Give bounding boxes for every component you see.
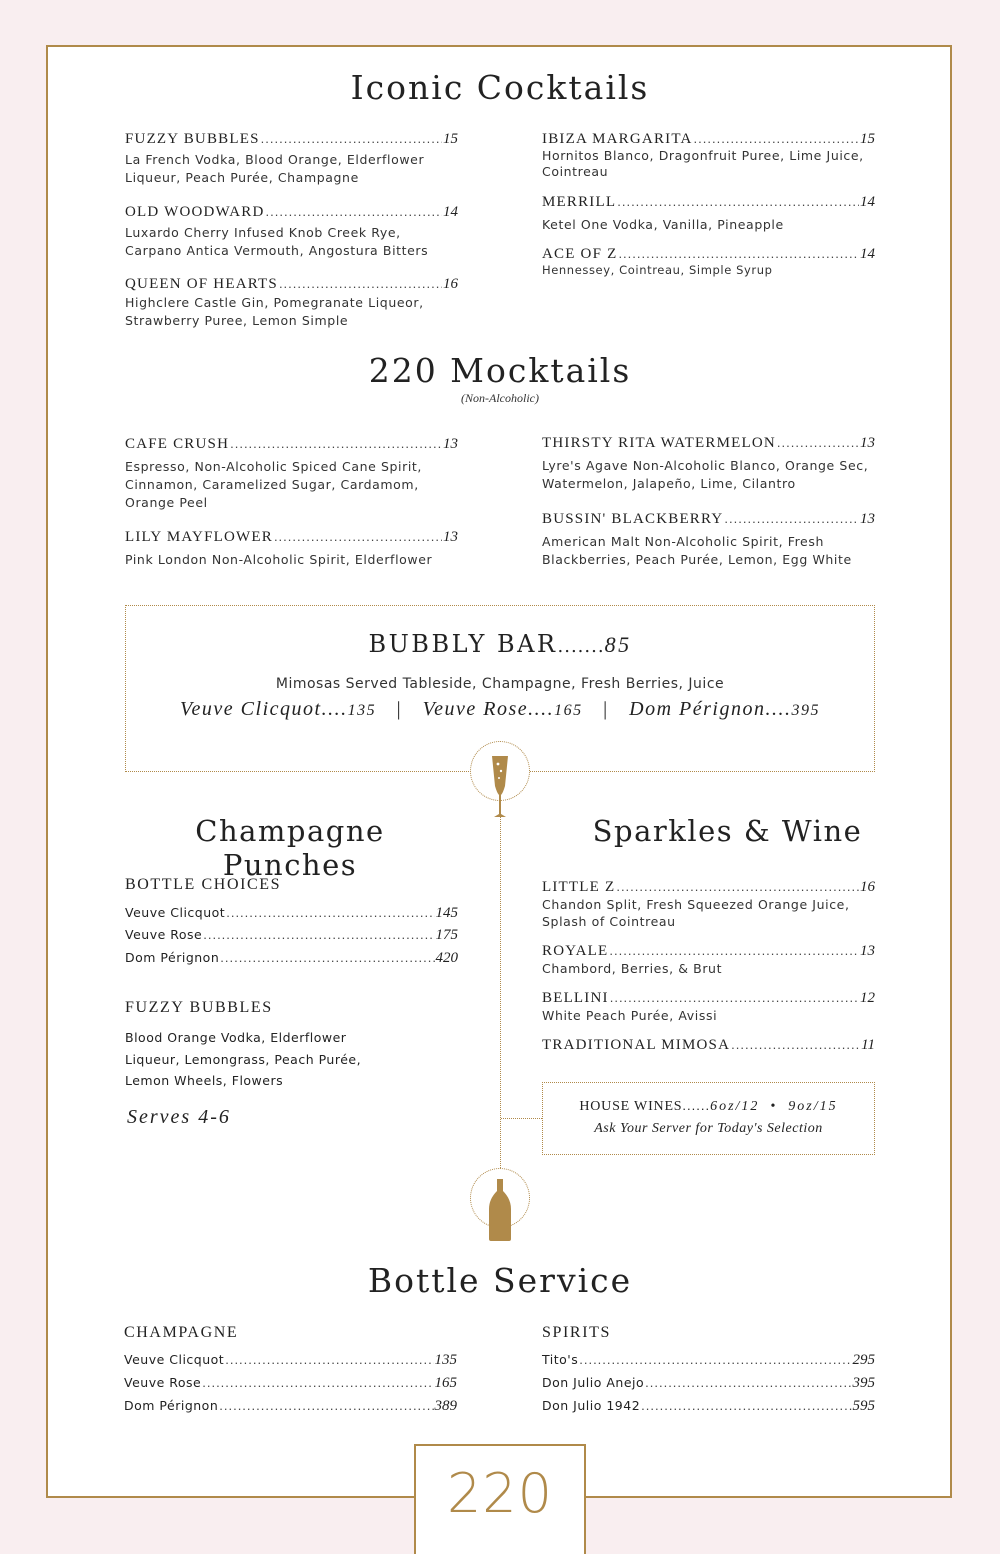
dot-leader [279,276,442,291]
bottle-name: Veuve Clicquot [124,1352,225,1367]
bubbly-separator: | [603,698,609,720]
item-price: 14 [443,204,458,220]
mocktails-subtitle: (Non-Alcoholic) [461,391,539,405]
bottle-name: Dom Pérignon [124,1398,219,1413]
bottle-name: Tito's [542,1352,579,1367]
item-price: 14 [860,194,875,210]
bubbly-option-name: Dom Pérignon [629,698,766,720]
dot-leader [220,950,434,965]
item-description: Highclere Castle Gin, Pomegranate Liqueor, Strawberry Puree, Lemon Simple [125,295,424,328]
menu-item [125,131,458,187]
item-price: 15 [443,131,458,147]
item-name: OLD WOODWARD [125,204,265,220]
item-price: 13 [860,435,875,451]
item-price: 15 [860,131,875,147]
bubbly-bar-dots: ....... [557,636,605,657]
menu-item [125,529,458,569]
bottle-price: 175 [435,927,458,943]
menu-item [125,276,458,330]
menu-item [125,436,458,512]
bottle-service-row [124,1352,457,1369]
item-price: 13 [443,529,458,545]
item-name: LITTLE Z [542,879,616,895]
item-description: Hornitos Blanco, Dragonfruit Puree, Lime Juice, Cointreau [542,148,864,179]
item-name: FUZZY BUBBLES [125,131,260,147]
bubbly-option-name: Veuve Rose [422,698,529,720]
serves-note: Serves 4-6 [127,1106,231,1128]
bottle-service-row [542,1375,875,1392]
item-description: Chambord, Berries, & Brut [542,961,723,976]
dot-leader [694,131,859,146]
item-name: BELLINI [542,990,609,1006]
menu-item [542,246,875,279]
item-name: MERRILL [542,194,617,210]
bottle-name: Don Julio 1942 [542,1398,641,1413]
house-wines-connector [501,1118,542,1119]
footer-logo-number: 220 [446,1462,554,1525]
dot-leader [609,943,859,958]
dot-leader [203,927,434,942]
bottle-price: 395 [852,1375,875,1391]
bubbly-option-dots: .... [528,698,555,720]
menu-item [542,511,875,569]
item-price: 13 [443,436,458,452]
champagne-label: CHAMPAGNE [124,1324,239,1341]
bottle-choice-row [125,950,458,967]
mocktails-title: 220 Mocktails [368,351,632,390]
item-price: 11 [861,1037,875,1053]
bottle-service-row [124,1398,457,1415]
item-description: Lyre's Agave Non-Alcoholic Blanco, Orange Sec, Watermelon, Jalapeño, Lime, Cilantro [542,458,869,491]
item-description: Hennessey, Cointreau, Simple Syrup [542,263,773,277]
menu-item [542,1037,875,1054]
dot-leader [641,1398,851,1413]
bottle-name: Don Julio Anejo [542,1375,645,1390]
dot-leader [226,905,434,920]
house-wines-box [542,1082,875,1155]
item-name: LILY MAYFLOWER [125,529,273,545]
menu-item [542,131,875,180]
dot-leader [261,131,442,146]
dot-leader [616,879,859,894]
item-description: Chandon Split, Fresh Squeezed Orange Juice, Splash of Cointreau [542,897,850,929]
item-name: ROYALE [542,943,609,959]
dot-leader [202,1375,433,1390]
bottle-service-row [542,1352,875,1369]
champagne-flute-icon [470,741,530,801]
item-name: BUSSIN' BLACKBERRY [542,511,724,527]
item-price: 12 [860,990,875,1006]
menu-item [542,879,875,930]
menu-item [542,990,875,1025]
menu-item [542,435,875,493]
item-price: 14 [860,246,875,262]
house-wines-label: HOUSE WINES [579,1099,683,1114]
dot-leader [274,529,442,544]
champagne-punches-title: Champagne Punches [195,814,385,882]
item-description: American Malt Non-Alcoholic Spirit, Fresh Blackberries, Peach Purée, Lemon, Egg White [542,534,852,567]
bubbly-bar-heading [125,630,875,658]
dot-leader [225,1352,433,1367]
bubbly-option-price: 165 [554,702,583,719]
spirits-label: SPIRITS [542,1324,611,1341]
fuzzy-bubbles-label: FUZZY BUBBLES [125,999,273,1016]
bottle-service-title: Bottle Service [367,1261,633,1300]
item-description: Espresso, Non-Alcoholic Spiced Cane Spirit, Cinnamon, Caramelized Sugar, Cardamom, Orange Peel [125,459,422,510]
center-divider [500,800,501,1170]
dot-leader [645,1375,851,1390]
house-wines-line [542,1097,875,1115]
dot-leader [579,1352,851,1367]
bubbly-option-dots: .... [765,698,792,720]
bubbly-bar-title: BUBBLY BAR [368,630,558,658]
bubbly-separator: | [396,698,403,720]
bubbly-bar-price: 85 [604,632,632,657]
bubbly-option-price: 135 [347,702,377,719]
item-name: TRADITIONAL MIMOSA [542,1037,731,1053]
bottle-price: 595 [852,1398,875,1414]
item-description: La French Vodka, Blood Orange, Elderflower Liqueur, Peach Purée, Champagne [125,152,425,185]
item-description: Ketel One Vodka, Vanilla, Pineapple [542,217,784,232]
sparkles-wine-title: Sparkles & Wine [592,814,863,848]
bottle-service-row [542,1398,875,1415]
bottle-name: Veuve Rose [125,927,203,942]
fuzzy-bubbles-description: Blood Orange Vodka, Elderflower Liqueur, Lemongrass, Peach Purée, Lemon Wheels, Flowers [125,1030,362,1088]
bubbly-option-dots: .... [321,698,348,720]
bottle-price: 145 [435,905,458,921]
bubbly-options [125,698,875,721]
item-name: QUEEN OF HEARTS [125,276,278,292]
house-wines-dots: ...... [682,1098,711,1113]
bubbly-bar-description: Mimosas Served Tableside, Champagne, Fresh Berries, Juice [275,676,725,692]
dot-leader [777,435,859,450]
item-description: White Peach Purée, Avissi [542,1008,718,1023]
dot-leader [724,511,859,526]
bubbly-option-price: 395 [791,702,820,719]
item-description: Luxardo Cherry Infused Knob Creek Rye, Carpano Antica Vermouth, Angostura Bitters [125,225,429,258]
dot-leader [617,194,859,209]
dot-leader [610,990,859,1005]
bottle-price: 389 [434,1398,457,1414]
bottle-choice-row [125,905,458,922]
menu-item [542,943,875,978]
item-name: CAFE CRUSH [125,436,230,452]
bottle-choices-label: BOTTLE CHOICES [125,876,282,893]
bubbly-option-name: Veuve Clicquot [180,698,322,720]
bottle-name: Veuve Clicquot [125,905,226,920]
item-name: ACE OF Z [542,246,618,262]
bottle-choice-row [125,927,458,944]
item-description: Pink London Non-Alcoholic Spirit, Elderflower [125,552,433,567]
dot-leader [731,1037,860,1052]
bottle-name: Veuve Rose [124,1375,202,1390]
house-wines-prices: 6oz/12 • 9oz/15 [710,1099,838,1114]
bottle-name: Dom Pérignon [125,950,220,965]
item-name: THIRSTY RITA WATERMELON [542,435,776,451]
house-wines-note: Ask Your Server for Today's Selection [594,1121,823,1136]
bottle-price: 165 [434,1375,457,1391]
item-price: 13 [860,511,875,527]
bottle-service-row [124,1375,457,1392]
dot-leader [219,1398,433,1413]
menu-item [542,194,875,234]
bottle-icon [470,1168,530,1228]
iconic-cocktails-title: Iconic Cocktails [350,68,650,107]
item-price: 13 [860,943,875,959]
bottle-price: 420 [435,950,458,966]
item-name: IBIZA MARGARITA [542,131,693,147]
bottle-price: 295 [852,1352,875,1368]
item-price: 16 [443,276,458,292]
menu-item [125,204,458,260]
dot-leader [266,204,442,219]
dot-leader [230,436,442,451]
dot-leader [618,246,859,261]
bottle-price: 135 [434,1352,457,1368]
item-price: 16 [860,879,875,895]
